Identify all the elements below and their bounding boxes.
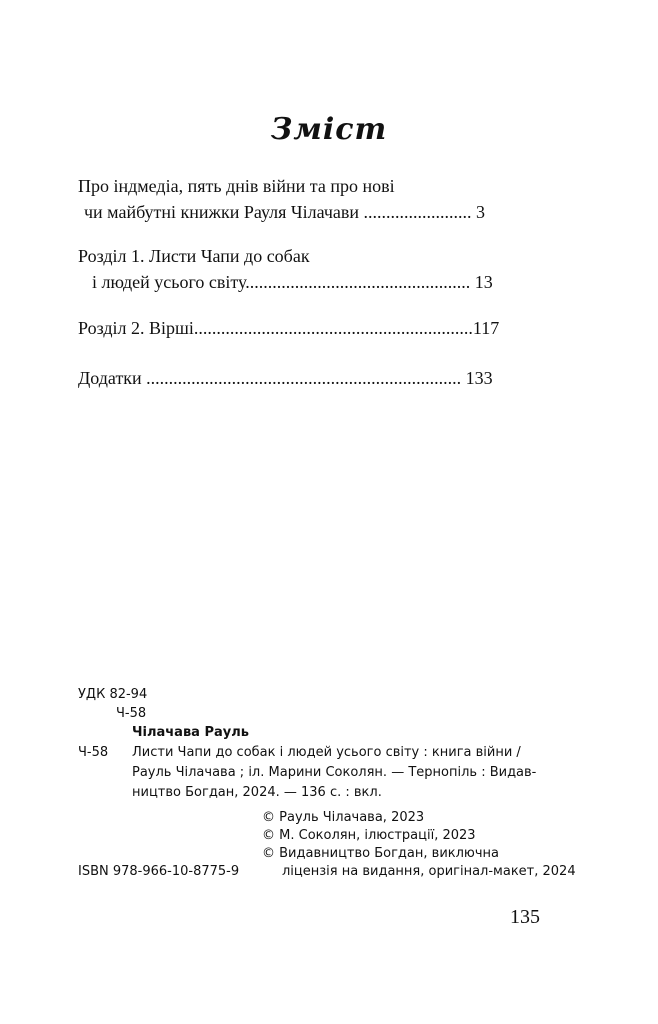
bib-description-line: Листи Чапи до собак і людей усього світу : книга війни / xyxy=(132,745,521,760)
udk-code: УДК 82-94 xyxy=(78,687,148,702)
copyright-line: ліцензія на видання, оригінал-макет, 2024 xyxy=(282,864,576,879)
toc-entry-line: і людей усього світу.................................................. 13 xyxy=(92,272,493,292)
page-number: 135 xyxy=(510,906,540,928)
bib-description-line: ництво Богдан, 2024. — 136 с. : вкл. xyxy=(132,785,382,800)
toc-entry-line: Розділ 1. Листи Чапи до собак xyxy=(78,246,310,266)
page-title: Зміст xyxy=(270,112,388,147)
copyright-line: © М. Соколян, ілюстрації, 2023 xyxy=(262,828,476,843)
author-name: Чілачава Рауль xyxy=(132,725,249,740)
catalog-code: Ч-58 xyxy=(116,706,147,721)
isbn: ISBN 978-966-10-8775-9 xyxy=(78,864,240,879)
toc-entry-line: Додатки ...................................................................... 133 xyxy=(78,368,493,388)
catalog-code-2: Ч-58 xyxy=(78,745,109,760)
toc-entry-line: чи майбутні книжки Рауля Чілачави ........................ 3 xyxy=(84,202,486,222)
toc-entry-line: Розділ 2. Вірші..............................................................117 xyxy=(78,318,500,338)
toc-entry-line: Про індмедіа, пять днів війни та про нові xyxy=(78,176,395,196)
copyright-line: © Видавництво Богдан, виключна xyxy=(262,846,500,861)
copyright-line: © Рауль Чілачава, 2023 xyxy=(262,810,425,825)
bib-description-line: Рауль Чілачава ; іл. Марини Соколян. — Тернопіль : Видав- xyxy=(132,765,537,780)
